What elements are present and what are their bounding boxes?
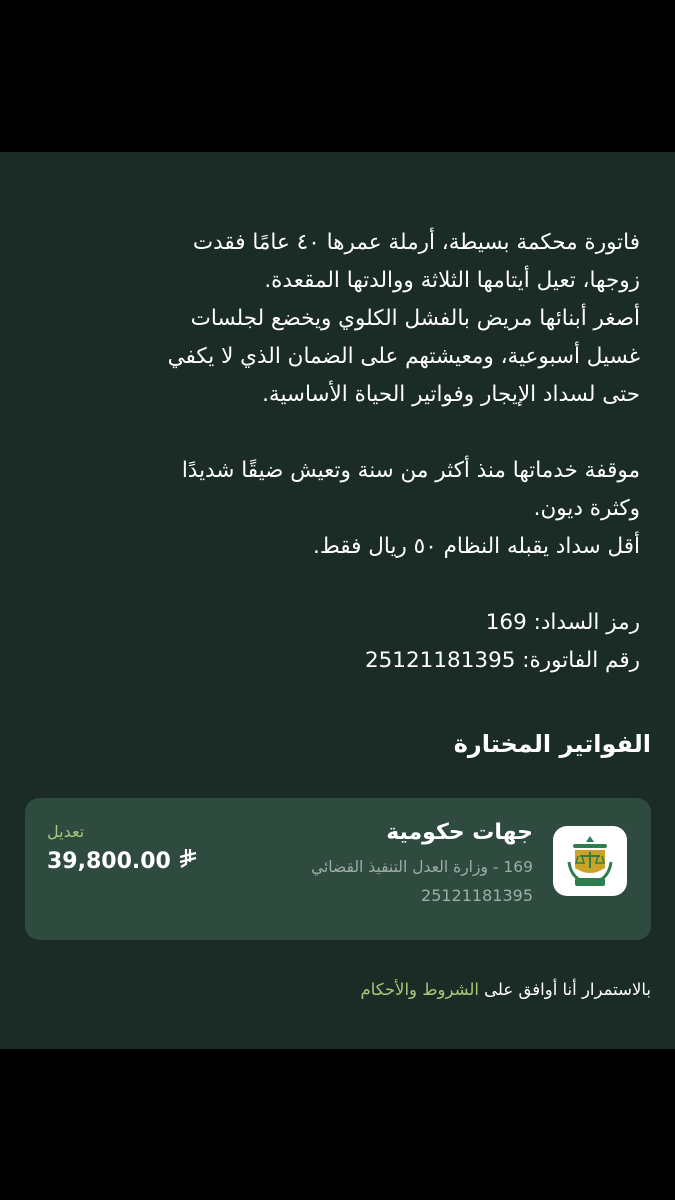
bill-biller: 169 - وزارة العدل التنفيذ القضائي [311,858,533,876]
story-line: زوجها، تعيل أيتامها الثلاثة ووالدتها المقعدة. [264,268,640,293]
story-spacer [20,566,640,604]
terms-prefix: بالاستمرار أنا أوافق على [478,980,651,999]
bill-story-text [20,224,640,680]
terms-link[interactable]: الشروط والأحكام [360,980,479,999]
story-line: فاتورة محكمة بسيطة، أرملة عمرها ٤٠ عامًا فقدت [192,230,640,255]
story-line: أقل سداد يقبله النظام ٥٠ ريال فقط. [313,534,640,559]
story-line: موقفة خدماتها منذ أكثر من سنة وتعيش ضيقًا شديدًا [181,458,640,483]
amount-value: 39,800.00 [47,848,171,874]
bill-number: 25121181395 [421,886,533,905]
invoice-number: رقم الفاتورة: 25121181395 [364,648,640,673]
story-line: وكثرة ديون. [533,496,640,521]
bill-category: جهات حكومية [386,820,533,845]
story-line: أصغر أبنائها مريض بالفشل الكلوي ويخضع لجلسات [190,306,640,331]
terms-agreement [361,980,652,999]
ministry-of-justice-logo-icon [553,826,627,896]
content-panel [0,152,675,1049]
bill-card[interactable] [25,798,651,940]
selected-bills-title: الفواتير المختارة [453,730,651,758]
payment-code: رمز السداد: 169 [485,610,640,635]
riyal-icon [179,848,197,874]
story-line: غسيل أسبوعية، ومعيشتهم على الضمان الذي لا يكفي [167,344,640,369]
bill-amount [47,848,197,874]
edit-button[interactable]: تعديل [47,822,85,841]
story-line: حتى لسداد الإيجار وفواتير الحياة الأساسية. [262,382,640,407]
story-spacer [20,414,640,452]
